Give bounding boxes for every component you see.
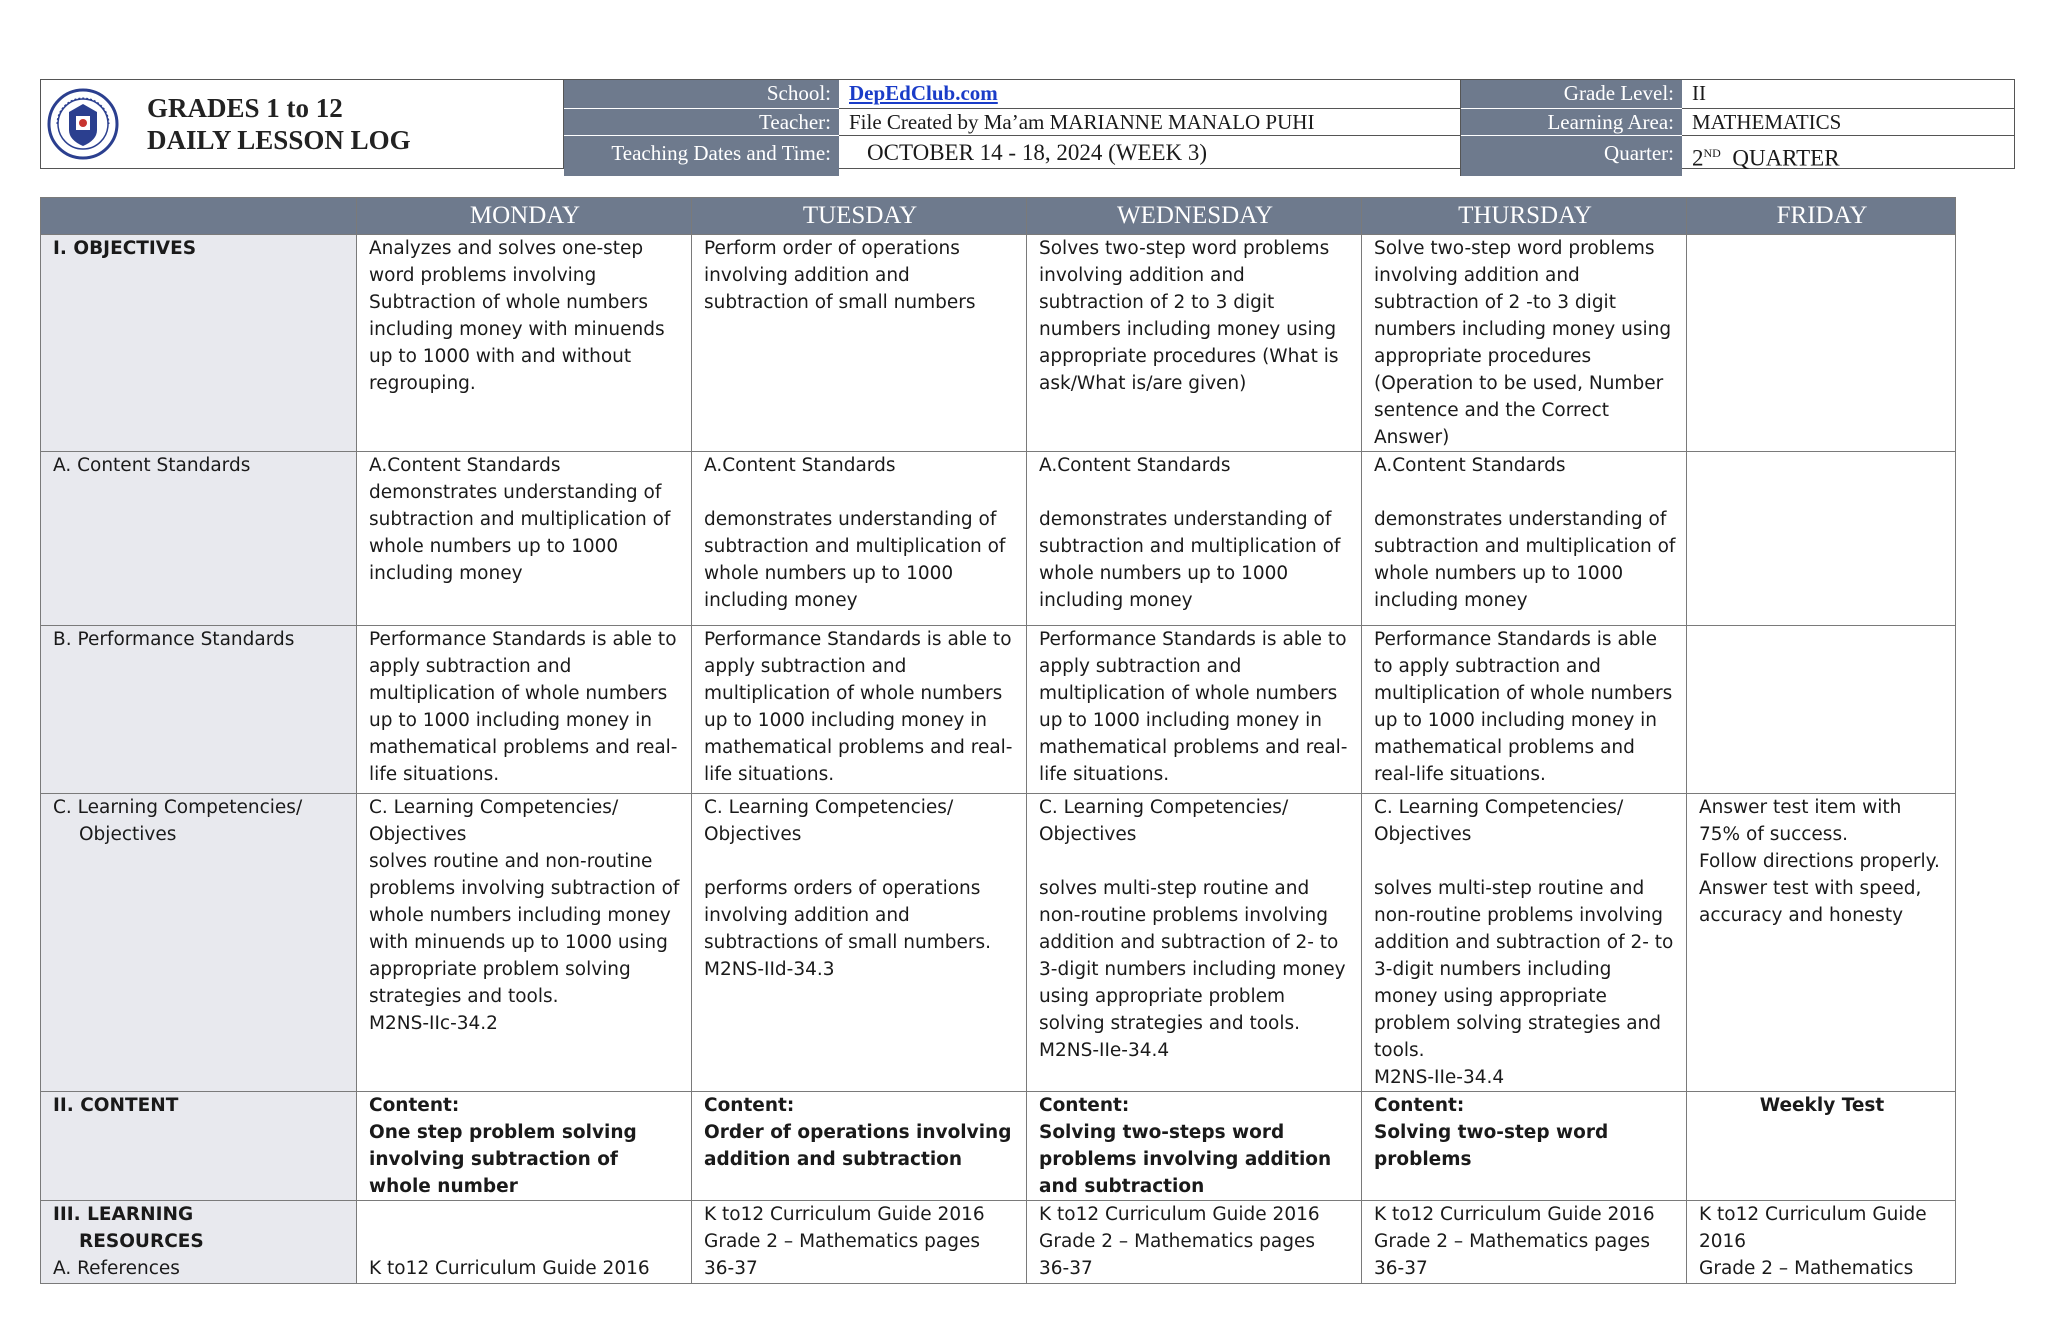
- teaching-dates-value: [839, 136, 1461, 176]
- resources-tuesday: K to12 Curriculum Guide 2016 Grade 2 – Mathematics pages 36-37: [692, 1201, 1027, 1284]
- content-friday: Weekly Test: [1687, 1092, 1956, 1201]
- day-header-friday: FRIDAY: [1687, 198, 1956, 235]
- performance-standards-thursday: Performance Standards is able to apply subtraction and multiplication of whole numbers up to 1000 including money in mathematical problems and real-life situations.: [1362, 626, 1687, 794]
- quarter-value: [1682, 136, 2014, 176]
- performance-standards-wednesday: Performance Standards is able to apply subtraction and multiplication of whole numbers up to 1000 including money in mathematical problems and real-life situations.: [1027, 626, 1362, 794]
- row-label-objectives: I. OBJECTIVES: [41, 235, 357, 452]
- title-line-2: DAILY LESSON LOG: [147, 125, 411, 155]
- day-header-tuesday: TUESDAY: [692, 198, 1027, 235]
- quarter-suffix: ND: [1703, 146, 1721, 160]
- quarter-word: QUARTER: [1732, 145, 1840, 171]
- resources-thursday: K to12 Curriculum Guide 2016 Grade 2 – Mathematics pages 36-37: [1362, 1201, 1687, 1284]
- resources-wednesday: K to12 Curriculum Guide 2016 Grade 2 – Mathematics pages 36-37: [1027, 1201, 1362, 1284]
- learning-area-value: MATHEMATICS: [1682, 109, 2014, 136]
- title-line-1: GRADES 1 to 12: [147, 93, 343, 123]
- competencies-wednesday: C. Learning Competencies/ Objectives solves multi-step routine and non-routine problems involving addition and subtraction of 2- to 3-digit numbers including money using appropriate problem solving strategies and tools. M2NS-IIe-34.4: [1027, 794, 1362, 1092]
- objectives-wednesday: Solves two-step word problems involving addition and subtraction of 2 to 3 digit numbers including money using appropriate procedures (What is ask/What is/are given): [1027, 235, 1362, 452]
- performance-standards-tuesday: Performance Standards is able to apply subtraction and multiplication of whole numbers up to 1000 including money in mathematical problems and real-life situations.: [692, 626, 1027, 794]
- competencies-label-line1: C. Learning Competencies/: [53, 797, 303, 818]
- content-wednesday: Content: Solving two-steps word problems involving addition and subtraction: [1027, 1092, 1362, 1201]
- resources-label-line2: RESOURCES: [79, 1231, 204, 1252]
- content-tuesday: Content: Order of operations involving addition and subtraction: [692, 1092, 1027, 1201]
- performance-standards-friday: [1687, 626, 1956, 794]
- learning-area-label: Learning Area:: [1461, 109, 1682, 136]
- competencies-tuesday: C. Learning Competencies/ Objectives performs orders of operations involving addition and subtractions of small numbers. M2NS-IId-34.3: [692, 794, 1027, 1092]
- competencies-row: [41, 794, 1956, 1092]
- objectives-friday: [1687, 235, 1956, 452]
- content-standards-wednesday: A.Content Standards demonstrates understanding of subtraction and multiplication of whole numbers up to 1000 including money: [1027, 452, 1362, 626]
- grade-level-value: II: [1682, 80, 2014, 109]
- day-header-wednesday: WEDNESDAY: [1027, 198, 1362, 235]
- objectives-row: [41, 235, 1956, 452]
- quarter-number: 2: [1692, 145, 1704, 171]
- day-header-monday: MONDAY: [357, 198, 692, 235]
- school-value: [839, 80, 1461, 109]
- performance-standards-row: [41, 626, 1956, 794]
- content-standards-monday: A.Content Standards demonstrates understanding of subtraction and multiplication of whole numbers up to 1000 including money: [357, 452, 692, 626]
- deped-seal-icon: [47, 88, 119, 160]
- header-fields: [564, 80, 2014, 171]
- teacher-label: Teacher:: [564, 109, 839, 136]
- teacher-value: File Created by Ma’am MARIANNE MANALO PUHI: [839, 109, 1461, 136]
- lesson-log-header: [40, 79, 2015, 169]
- objectives-thursday: Solve two-step word problems involving addition and subtraction of 2 -to 3 digit numbers including money using appropriate procedures (Operation to be used, Number sentence and the Correct Answer): [1362, 235, 1687, 452]
- day-header-thursday: THURSDAY: [1362, 198, 1687, 235]
- school-label: School:: [564, 80, 839, 109]
- grade-level-label: Grade Level:: [1461, 80, 1682, 109]
- quarter-label: Quarter:: [1461, 136, 1682, 176]
- document-title: [147, 92, 411, 156]
- row-label-content-standards: A. Content Standards: [41, 452, 357, 626]
- resources-monday: K to12 Curriculum Guide 2016: [357, 1201, 692, 1284]
- content-standards-thursday: A.Content Standards demonstrates understanding of subtraction and multiplication of whole numbers up to 1000 including money: [1362, 452, 1687, 626]
- performance-standards-monday: Performance Standards is able to apply subtraction and multiplication of whole numbers up to 1000 including money in mathematical problems and real-life situations.: [357, 626, 692, 794]
- corner-cell: [41, 198, 357, 235]
- content-standards-row: [41, 452, 1956, 626]
- school-link[interactable]: DepEdClub.com: [849, 81, 998, 105]
- row-label-performance-standards: B. Performance Standards: [41, 626, 357, 794]
- resources-friday: K to12 Curriculum Guide 2016 Grade 2 – Mathematics: [1687, 1201, 1956, 1284]
- objectives-monday: Analyzes and solves one-step word problems involving Subtraction of whole numbers including money with minuends up to 1000 with and without regrouping.: [357, 235, 692, 452]
- resources-label-line3: A. References: [53, 1258, 180, 1279]
- daily-lesson-log-table: [40, 197, 1956, 1284]
- competencies-thursday: C. Learning Competencies/ Objectives solves multi-step routine and non-routine problems involving addition and subtraction of 2- to 3-digit numbers including money using appropriate problem solving strategies and tools. M2NS-IIe-34.4: [1362, 794, 1687, 1092]
- objectives-tuesday: Perform order of operations involving addition and subtraction of small numbers: [692, 235, 1027, 452]
- content-monday: Content: One step problem solving involving subtraction of whole number: [357, 1092, 692, 1201]
- row-label-competencies: [41, 794, 357, 1092]
- teaching-dates-text: OCTOBER 14 - 18, 2024 (WEEK 3): [867, 140, 1208, 165]
- content-standards-tuesday: A.Content Standards demonstrates understanding of subtraction and multiplication of whole numbers up to 1000 including money: [692, 452, 1027, 626]
- brand-block: [41, 80, 564, 168]
- row-label-resources: [41, 1201, 357, 1284]
- resources-row: [41, 1201, 1956, 1284]
- content-standards-friday: [1687, 452, 1956, 626]
- competencies-monday: C. Learning Competencies/ Objectives solves routine and non-routine problems involving subtraction of whole numbers including money with minuends up to 1000 using appropriate problem solving strategies and tools. M2NS-IIc-34.2: [357, 794, 692, 1092]
- competencies-label-line2: Objectives: [79, 824, 177, 845]
- teaching-dates-label: Teaching Dates and Time:: [564, 136, 839, 176]
- day-header-row: [41, 198, 1956, 235]
- competencies-friday: Answer test item with 75% of success. Follow directions properly. Answer test with speed, accuracy and honesty: [1687, 794, 1956, 1092]
- content-thursday: Content: Solving two-step word problems: [1362, 1092, 1687, 1201]
- resources-label-line1: III. LEARNING: [53, 1204, 194, 1225]
- content-row: [41, 1092, 1956, 1201]
- row-label-content: II. CONTENT: [41, 1092, 357, 1201]
